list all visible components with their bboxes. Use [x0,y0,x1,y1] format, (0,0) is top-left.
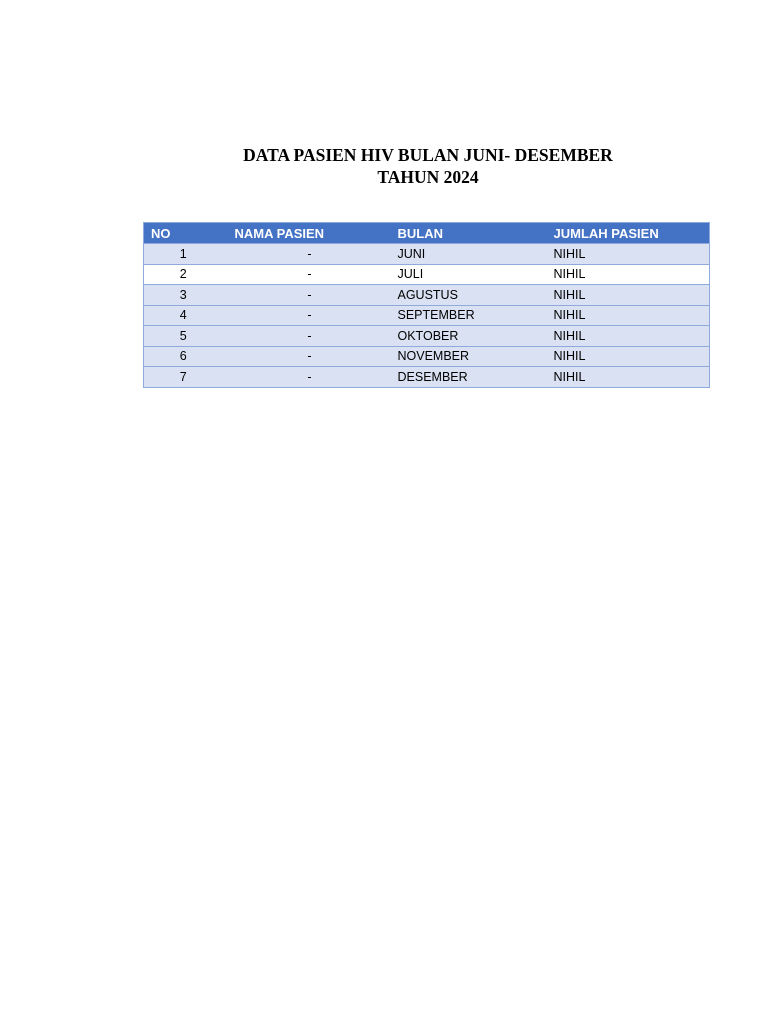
header-bulan: BULAN [397,223,553,244]
cell-nama-pasien: - [307,369,312,384]
cell-jumlah-pasien: NIHIL [553,308,586,323]
title-line-2: TAHUN 2024 [377,167,479,187]
cell-no: 7 [179,369,187,384]
cell-bulan: JUNI [397,246,426,261]
table-header-row [144,223,710,244]
table-row [144,244,710,265]
cell-no: 1 [179,246,187,261]
cell-nama-pasien: - [307,328,312,343]
patient-data-table [143,222,710,388]
cell-no: 3 [179,287,187,302]
table-row [144,326,710,347]
cell-jumlah-pasien: NIHIL [553,349,586,364]
header-no: NO [144,223,223,244]
cell-jumlah-pasien: NIHIL [553,267,586,282]
table-row [144,305,710,326]
table-row [144,346,710,367]
cell-no: 4 [179,308,187,323]
document-title [0,144,768,188]
header-nama-pasien: NAMA PASIEN [223,223,397,244]
cell-nama-pasien: - [307,246,312,261]
table-row [144,264,710,285]
cell-bulan: OKTOBER [397,328,459,343]
cell-bulan: AGUSTUS [397,287,458,302]
cell-bulan: JULI [397,267,424,282]
cell-bulan: SEPTEMBER [397,308,475,323]
cell-nama-pasien: - [307,287,312,302]
cell-bulan: DESEMBER [397,369,468,384]
table-row [144,367,710,388]
cell-nama-pasien: - [307,267,312,282]
cell-nama-pasien: - [307,349,312,364]
cell-nama-pasien: - [307,308,312,323]
title-line-1: DATA PASIEN HIV BULAN JUNI- DESEMBER [243,145,613,165]
cell-no: 2 [179,267,187,282]
cell-jumlah-pasien: NIHIL [553,369,586,384]
cell-bulan: NOVEMBER [397,349,470,364]
cell-jumlah-pasien: NIHIL [553,287,586,302]
cell-jumlah-pasien: NIHIL [553,328,586,343]
cell-no: 5 [179,328,187,343]
cell-jumlah-pasien: NIHIL [553,246,586,261]
cell-no: 6 [179,349,187,364]
header-jumlah-pasien: JUMLAH PASIEN [553,223,710,244]
table-row [144,285,710,306]
